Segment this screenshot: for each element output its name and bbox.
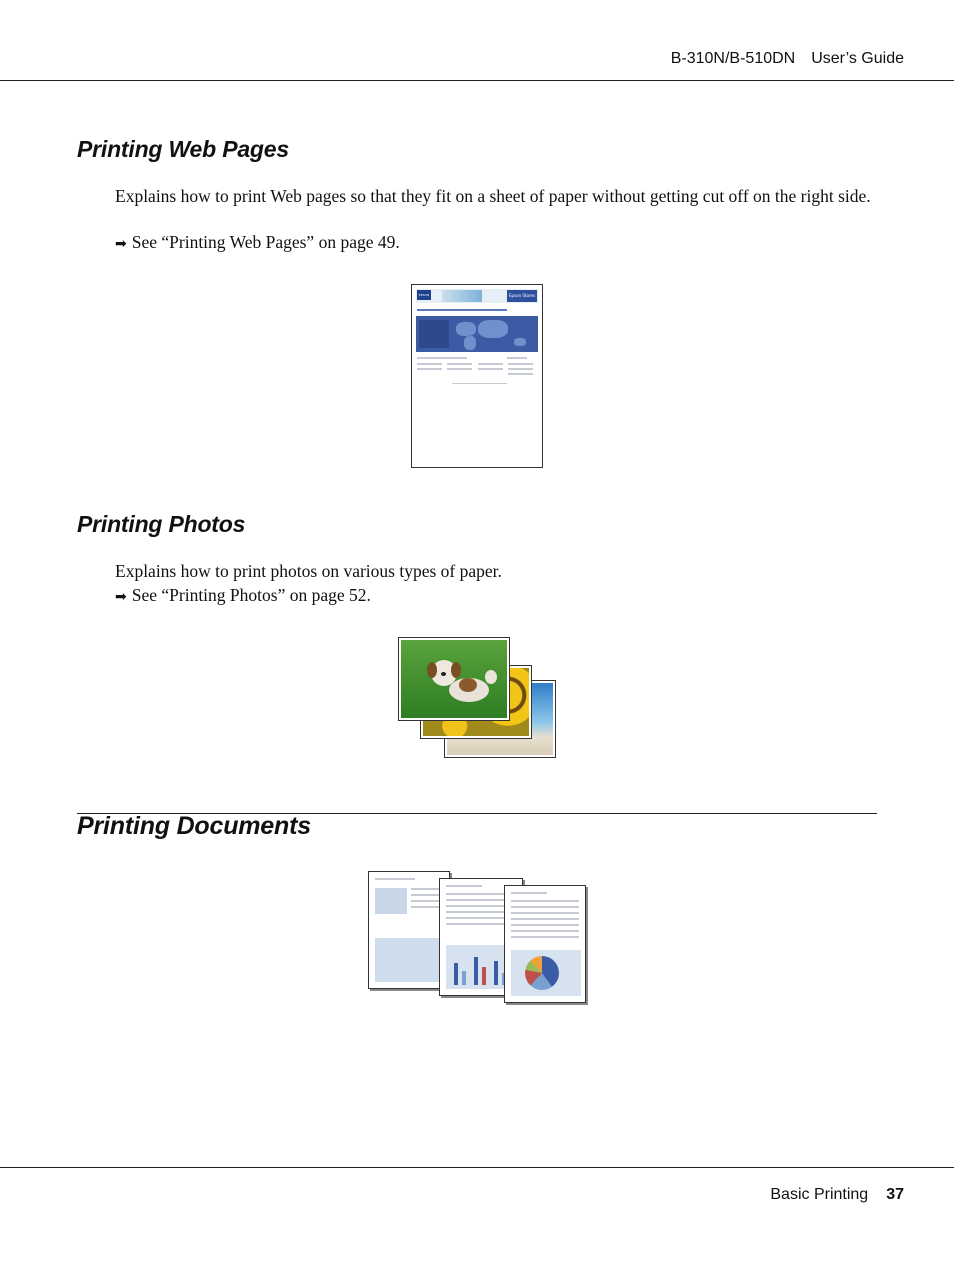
arrow-right-icon: ➡ <box>115 236 127 252</box>
header-rule <box>0 80 954 81</box>
photos-xref[interactable] <box>115 585 371 606</box>
section-title-photos: Printing Photos <box>77 511 246 537</box>
web-banner: Epson Stores <box>507 290 537 302</box>
page-number: 37 <box>886 1186 904 1203</box>
footer-section: Basic Printing <box>770 1186 869 1203</box>
page-header <box>655 50 904 68</box>
arrow-right-icon: ➡ <box>115 589 127 605</box>
photos-xref-link[interactable]: See “Printing Photos” on page 52. <box>131 585 371 605</box>
section-title-documents: Printing Documents <box>77 812 311 840</box>
document-sheet-3 <box>504 885 586 1003</box>
header-model: B-310N/B-510DN <box>670 50 796 67</box>
header-guide: User’s Guide <box>811 50 904 67</box>
section-title-web-pages: Printing Web Pages <box>77 136 289 162</box>
photos-description: Explains how to print photos on various types of paper. <box>115 561 502 581</box>
document-sheet-1 <box>368 871 450 989</box>
footer-rule <box>0 1167 954 1168</box>
documents-illustration <box>368 871 590 1005</box>
web-pages-xref-link[interactable]: See “Printing Web Pages” on page 49. <box>131 232 400 252</box>
web-pages-xref[interactable] <box>115 232 400 253</box>
photos-illustration <box>398 637 558 759</box>
photo-puppy <box>398 637 510 721</box>
web-pages-description: Explains how to print Web pages so that they fit on a sheet of paper without getting cut off on the right side. <box>115 186 871 206</box>
page-footer <box>770 1186 904 1204</box>
web-page-illustration <box>411 284 543 468</box>
web-logo: EPSON <box>417 290 431 300</box>
